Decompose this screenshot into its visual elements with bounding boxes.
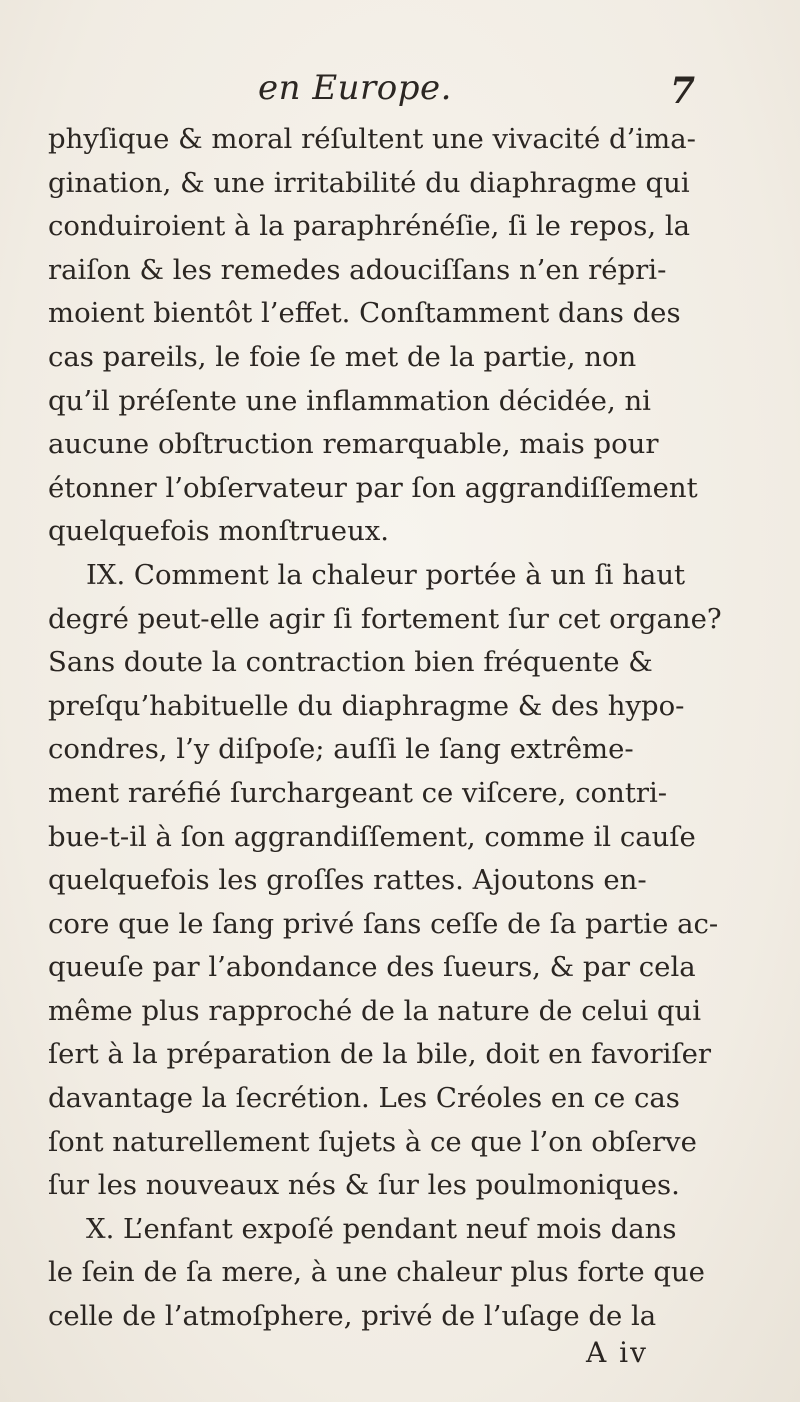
text-line: conduiroient à la paraphrénéſie, ſi le repos, la: [48, 210, 691, 243]
text-line: le ſein de ſa mere, à une chaleur plus forte que: [48, 1256, 705, 1289]
body-text: [48, 118, 748, 1339]
text-line: même plus rapproché de la nature de celui qui: [48, 994, 702, 1027]
section-x-start: X. L’enfant expoſé pendant neuf mois dans: [86, 1212, 677, 1245]
text-line: ſont naturellement ſujets à ce que l’on obſerve: [48, 1125, 697, 1158]
section-ix-start: IX. Comment la chaleur portée à un ſi haut: [86, 558, 686, 591]
text-line: condres, l’y diſpoſe; auſſi le ſang extrême-: [48, 733, 634, 766]
text-line: étonner l’obſervateur par ſon aggrandiſſement: [48, 471, 698, 504]
text-line: Sans doute la contraction bien fréquente &: [48, 646, 653, 679]
running-head: en Europe.: [258, 68, 452, 108]
text-line: davantage la ſecrétion. Les Créoles en ce cas: [48, 1082, 680, 1115]
text-line: quelquefois les groſſes rattes. Ajoutons en-: [48, 864, 647, 897]
text-line: moient bientôt l’effet. Conſtamment dans des: [48, 297, 681, 330]
text-line: gination, & une irritabilité du diaphragme qui: [48, 166, 690, 199]
text-line: qu’il préſente une inflammation décidée, ni: [48, 384, 651, 417]
text-line: phyſique & moral réſultent une vivacité d’ima-: [48, 123, 696, 155]
catchword-signature: A iv: [586, 1336, 648, 1369]
text-line: degré peut-elle agir ſi fortement ſur cet organe?: [48, 602, 722, 635]
text-line: ſert à la préparation de la bile, doit en favoriſer: [48, 1038, 712, 1071]
text-line: preſqu’habituelle du diaphragme & des hypo-: [48, 689, 685, 722]
page-number: 7: [670, 70, 696, 112]
text-line: core que le ſang privé ſans ceſſe de ſa partie ac-: [48, 907, 719, 940]
text-line: raiſon & les remedes adouciſſans n’en répri-: [48, 253, 667, 286]
text-line: ment raréfié ſurchargeant ce viſcere, contri-: [48, 776, 668, 809]
text-line: queuſe par l’abondance des ſueurs, & par cela: [48, 951, 696, 984]
text-line: aucune obſtruction remarquable, mais pour: [48, 428, 659, 461]
text-line: cas pareils, le foie ſe met de la partie, non: [48, 340, 637, 373]
text-line: ſur les nouveaux nés & ſur les poulmoniques.: [48, 1169, 680, 1202]
page-header: [0, 62, 800, 122]
text-line: quelquefois monſtrueux.: [48, 515, 390, 548]
text-line: celle de l’atmoſphere, privé de l’uſage de la: [48, 1300, 657, 1333]
text-line: bue-t-il à ſon aggrandiſſement, comme il cauſe: [48, 820, 696, 853]
